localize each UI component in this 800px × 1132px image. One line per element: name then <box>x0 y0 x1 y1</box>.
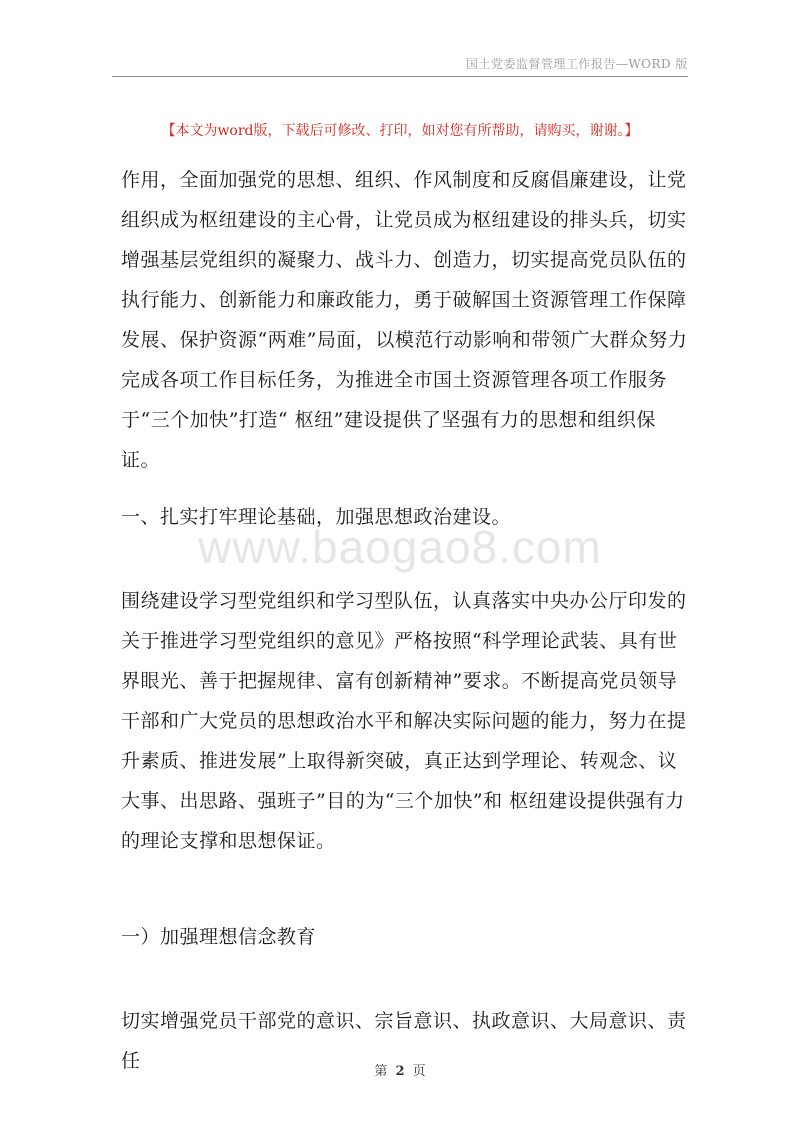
body-paragraph-2: 围绕建设学习型党组织和学习型队伍，认真落实中央办公厅印发的关于推进学习型党组织的意见》严格按照“科学理论武装、具有世界眼光、善于把握规律、富有创新精神”要求。不断提高党员领导干部和广大党员的思想政治水平和解决实际问题的能力，努力在提升素质、推进发展”上取得新突破，真正达到学理论、转观念、议大事、出思路、强班子”目的为“三个加快”和 枢纽建设提供强有力的理论支撑和思想保证。 <box>121 590 687 852</box>
body-paragraph-3: 切实增强党员干部党的意识、宗旨意识、执政意识、大局意识、责任 <box>121 1010 687 1072</box>
page-label-prefix: 第 <box>374 1064 388 1079</box>
section-heading-1: 一、扎实打牢理论基础，加强思想政治建设。 <box>121 506 512 528</box>
header-divider <box>112 76 688 77</box>
page-footer <box>0 1060 800 1079</box>
page-label-suffix: 页 <box>412 1064 426 1079</box>
subsection-heading-1: 一）加强理想信念教育 <box>121 926 317 948</box>
site-watermark: www.baogao8.com <box>198 521 602 573</box>
page-number: 2 <box>395 1064 405 1079</box>
download-notice: 【本文为word版，下载后可修改、打印，如对您有所帮助，请购买，谢谢。】 <box>161 123 639 139</box>
running-header: 国土党委监督管理工作报告—WORD 版 <box>465 57 688 71</box>
body-paragraph-1: 作用，全面加强党的思想、组织、作风制度和反腐倡廉建设，让党组织成为枢纽建设的主心骨，让党员成为枢纽建设的排头兵，切实增强基层党组织的凝聚力、战斗力、创造力，切实提高党员队伍的执行能力、创新能力和廉政能力，勇于破解国土资源管理工作保障发展、保护资源“两难”局面，以模范行动影响和带领广大群众努力完成各项工作目标任务，为推进全市国土资源管理各项工作服务于“三个加快”打造“ 枢纽”建设提供了坚强有力的思想和组织保证。 <box>121 169 688 471</box>
